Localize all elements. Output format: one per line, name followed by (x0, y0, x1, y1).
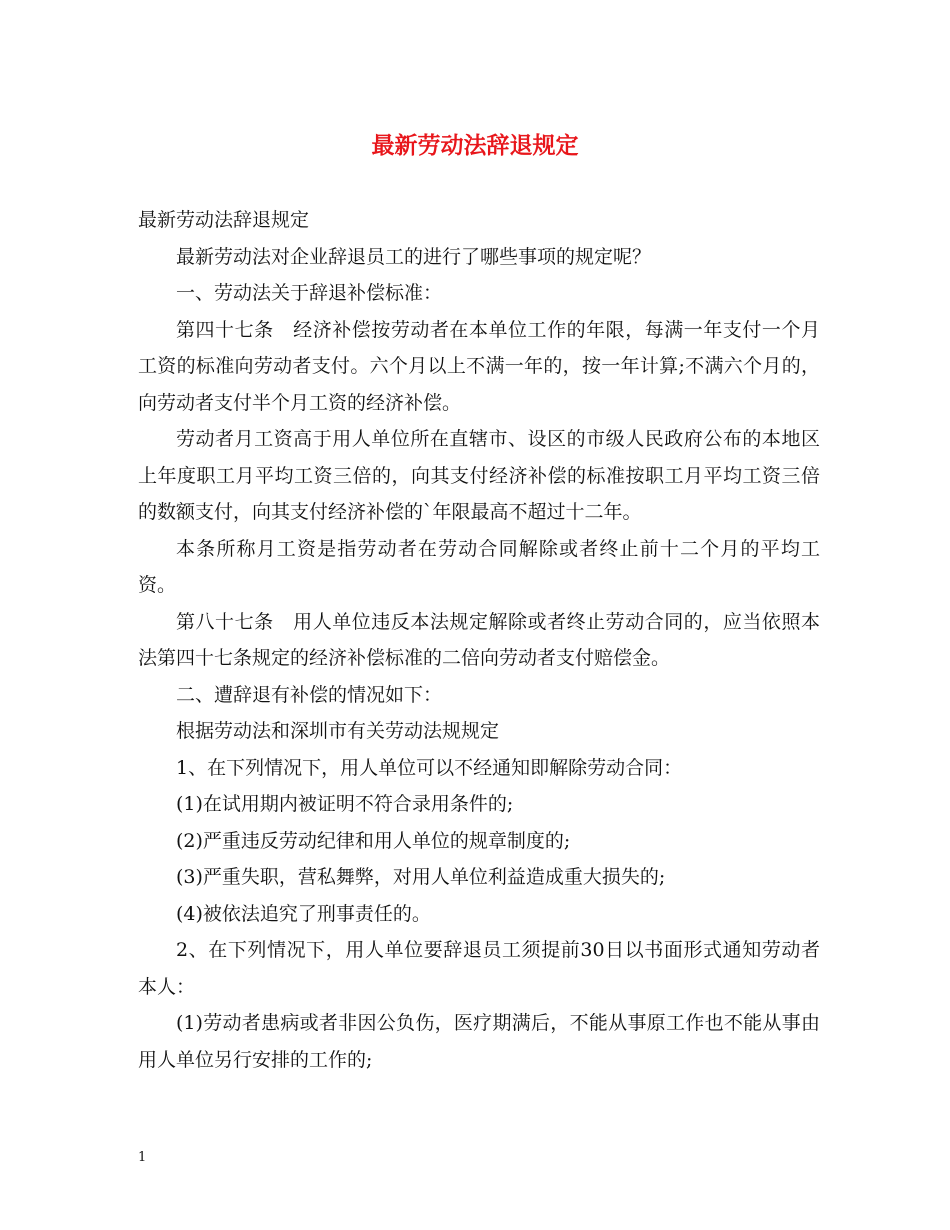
paragraph: 2、在下列情况下，用人单位要辞退员工须提前30日以书面形式通知劳动者本人： (138, 939, 820, 998)
paragraph: (4)被依法追究了刑事责任的。 (176, 902, 431, 925)
document-subtitle: 最新劳动法辞退规定 (138, 209, 310, 231)
paragraph: 第八十七条 用人单位违反本法规定解除或者终止劳动合同的，应当依照本法第四十七条规定的经济补偿标准的二倍向劳动者支付赔偿金。 (138, 610, 820, 669)
paragraph: 劳动者月工资高于用人单位所在直辖市、设区的市级人民政府公布的本地区上年度职工月平均工资三倍的，向其支付经济补偿的标准按职工月平均工资三倍的数额支付，向其支付经济补偿的`年限最高不超过十二年。 (138, 428, 820, 523)
page-number: 1 (138, 1150, 147, 1165)
paragraph: 最新劳动法对企业辞退员工的进行了哪些事项的规定呢？ (176, 245, 652, 268)
paragraph: 根据劳动法和深圳市有关劳动法规规定 (176, 720, 500, 742)
paragraph: 1、在下列情况下，用人单位可以不经通知即解除劳动合同： (176, 756, 683, 779)
paragraph: 一、劳动法关于辞退补偿标准： (176, 282, 443, 304)
paragraph: 本条所称月工资是指劳动者在劳动合同解除或者终止前十二个月的平均工资。 (138, 537, 820, 596)
paragraph: (3)严重失职，营私舞弊，对用人单位利益造成重大损失的; (176, 866, 666, 888)
paragraph: (2)严重违反劳动纪律和用人单位的规章制度的; (176, 829, 571, 852)
paragraph: (1)劳动者患病或者非因公负伤，医疗期满后，不能从事原工作也不能从事由用人单位另行安排的工作的; (138, 1012, 820, 1071)
paragraph: 二、遭辞退有补偿的情况如下： (176, 683, 443, 706)
paragraph: 第四十七条 经济补偿按劳动者在本单位工作的年限，每满一年支付一个月工资的标准向劳动者支付。六个月以上不满一年的，按一年计算;不满六个月的，向劳动者支付半个月工资的经济补偿。 (138, 318, 820, 414)
document-body (138, 202, 820, 1078)
paragraph: (1)在试用期内被证明不符合录用条件的; (176, 793, 514, 815)
document-title: 最新劳动法辞退规定 (371, 132, 579, 159)
